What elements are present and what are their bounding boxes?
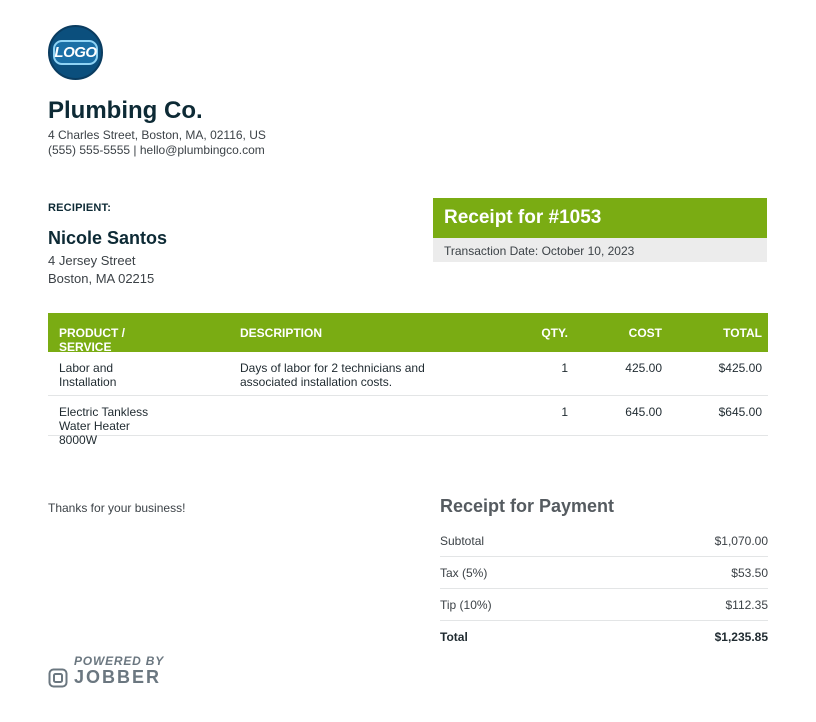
- summary-row-total: [440, 621, 768, 653]
- header-product: PRODUCT / SERVICE: [59, 326, 125, 354]
- jobber-logo-icon: [48, 668, 68, 688]
- qty-cell: 1: [561, 361, 568, 375]
- jobber-brand: JOBBER: [74, 667, 162, 687]
- summary-label: Total: [440, 630, 468, 644]
- company-contact: (555) 555-5555 | hello@plumbingco.com: [48, 143, 265, 157]
- product-line: Electric Tankless: [59, 405, 149, 419]
- summary-value: $112.35: [725, 598, 768, 612]
- recipient-heading: RECIPIENT:: [48, 202, 112, 214]
- receipt-title: Receipt for #1053: [433, 198, 767, 238]
- header-description: DESCRIPTION: [240, 326, 323, 340]
- header-total: TOTAL: [723, 326, 762, 340]
- summary-title: Receipt for Payment: [440, 496, 615, 516]
- product-line: Water Heater 8000W: [59, 419, 130, 447]
- summary-label: Tip (10%): [440, 598, 492, 612]
- recipient-city: Boston, MA 02215: [48, 271, 155, 286]
- product-cell: [59, 405, 159, 447]
- logo-text: LOGO: [54, 44, 97, 61]
- header-qty: QTY.: [541, 326, 568, 340]
- product-cell: [59, 361, 159, 389]
- summary-label: Subtotal: [440, 534, 485, 548]
- thanks-message: Thanks for your business!: [48, 501, 186, 515]
- logo-badge: [53, 40, 98, 65]
- qty-cell: 1: [561, 405, 568, 419]
- description-line: associated installation costs.: [240, 375, 393, 389]
- recipient-name: Nicole Santos: [48, 228, 168, 248]
- company-address: 4 Charles Street, Boston, MA, 02116, US: [48, 128, 266, 142]
- summary-value: $1,235.85: [714, 630, 768, 644]
- cost-cell: 425.00: [625, 361, 662, 375]
- summary-row-tip: [440, 589, 768, 621]
- header-cost: COST: [628, 326, 662, 340]
- transaction-date: Transaction Date: October 10, 2023: [433, 238, 767, 262]
- cost-cell: 645.00: [625, 405, 662, 419]
- product-line: Labor and: [59, 361, 114, 375]
- product-line: Installation: [59, 375, 117, 389]
- table-row: [48, 396, 768, 447]
- total-cell: $425.00: [718, 361, 762, 375]
- summary-value: $1,070.00: [714, 534, 768, 548]
- table-row: [48, 352, 768, 396]
- summary-row-subtotal: [440, 525, 768, 557]
- description-line: Days of labor for 2 technicians and: [240, 361, 425, 375]
- summary-value: $53.50: [731, 566, 768, 580]
- line-items-table: [48, 313, 768, 447]
- payment-summary: [440, 525, 768, 653]
- description-cell: [240, 361, 445, 389]
- table-header: [48, 313, 768, 352]
- company-name: Plumbing Co.: [48, 97, 203, 124]
- recipient-street: 4 Jersey Street: [48, 253, 136, 268]
- total-cell: $645.00: [718, 405, 762, 419]
- summary-row-tax: [440, 557, 768, 589]
- company-logo: [48, 25, 103, 80]
- summary-label: Tax (5%): [440, 566, 488, 580]
- powered-by-label: POWERED BY: [74, 654, 165, 668]
